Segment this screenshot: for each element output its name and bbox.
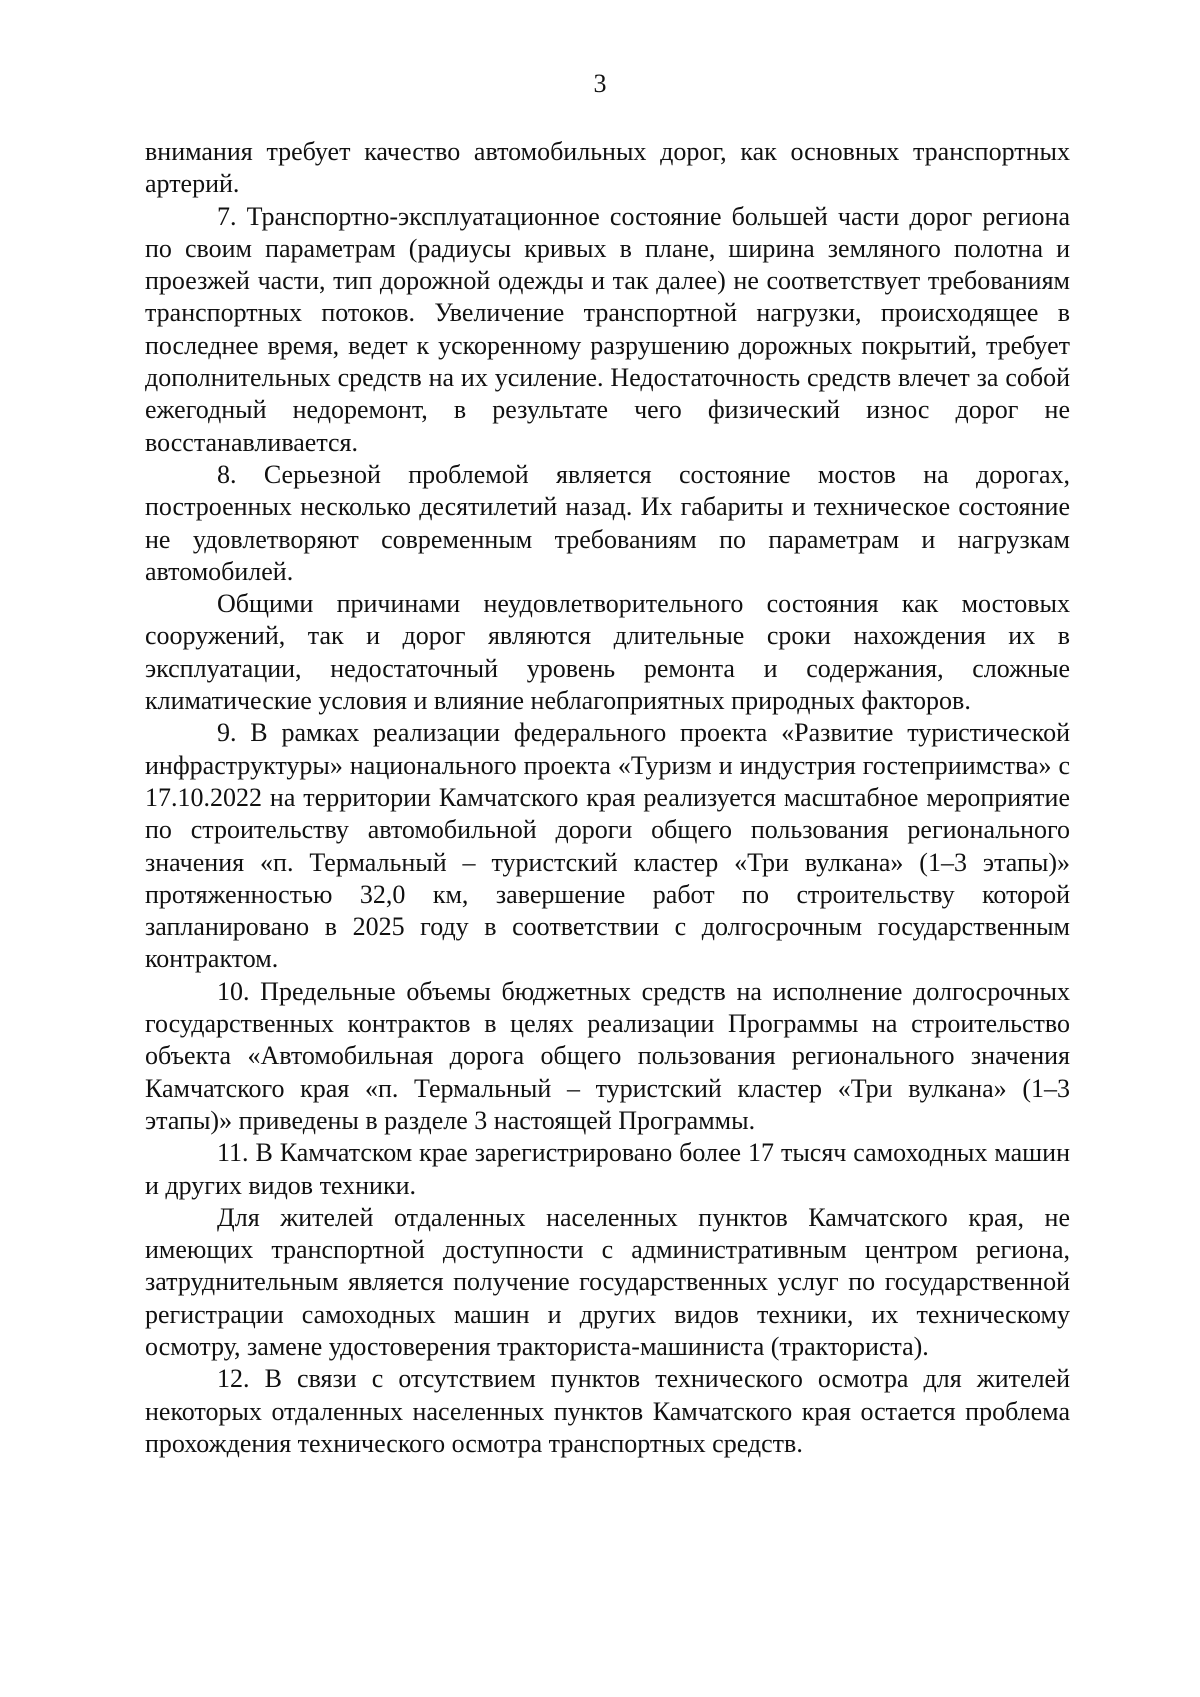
paragraph-item-10: 10. Предельные объемы бюджетных средств на исполнение долгосрочных государственных контрактов в целях реализации Программы на строительство объекта «Автомобильная дорога общего пользования регионального значения Камчатского края «п. Термальный – туристский кластер «Три вулкана» (1–3 этапы)» приведены в разделе 3 настоящей Программы. — [145, 976, 1070, 1135]
paragraph-common-causes: Общими причинами неудовлетворительного состояния как мостовых сооружений, так и дорог являются длительные сроки нахождения их в эксплуатации, недостаточный уровень ремонта и содержания, сложные климатические условия и влияние неблагоприятных природных факторов. — [145, 589, 1070, 716]
paragraph-continuation: внимания требует качество автомобильных дорог, как основных транспортных артерий. — [145, 137, 1070, 199]
document-body — [145, 136, 1070, 1460]
paragraph-item-9: 9. В рамках реализации федерального проекта «Развитие туристической инфраструктуры» национального проекта «Туризм и индустрия гостеприимства» с 17.10.2022 на территории Камчатского края реализуется масштабное мероприятие по строительству автомобильной дороги общего пользования регионального значения «п. Термальный – туристский кластер «Три вулкана» (1–3 этапы)» протяженностью 32,0 км, завершение работ по строительству которой запланировано в 2025 году в соответствии с долгосрочным государственным контрактом. — [145, 718, 1070, 974]
page-number: 3 — [593, 69, 607, 98]
paragraph-item-11: 11. В Камчатском крае зарегистрировано более 17 тысяч самоходных машин и других видов техники. — [145, 1138, 1070, 1200]
paragraph-remote-residents: Для жителей отдаленных населенных пунктов Камчатского края, не имеющих транспортной доступности с административным центром региона, затруднительным является получение государственных услуг по государственной регистрации самоходных машин и других видов техники, их техническому осмотру, замене удостоверения тракториста-машиниста (тракториста). — [145, 1202, 1070, 1361]
paragraph-item-12: 12. В связи с отсутствием пунктов технического осмотра для жителей некоторых отдаленных населенных пунктов Камчатского края остается проблема прохождения технического осмотра транспортных средств. — [145, 1364, 1070, 1458]
paragraph-item-7: 7. Транспортно-эксплуатационное состояние большей части дорог региона по своим параметрам (радиусы кривых в плане, ширина земляного полотна и проезжей части, тип дорожной одежды и так далее) не соответствует требованиям транспортных потоков. Увеличение транспортной нагрузки, происходящее в последнее время, ведет к ускоренному разрушению дорожных покрытий, требует дополнительных средств на их усиление. Недостаточность средств влечет за собой ежегодный недоремонт, в результате чего физический износ дорог не восстанавливается. — [145, 201, 1070, 457]
paragraph-item-8: 8. Серьезной проблемой является состояние мостов на дорогах, построенных несколько десятилетий назад. Их габариты и техническое состояние не удовлетворяют современным требованиям по параметрам и нагрузкам автомобилей. — [145, 459, 1070, 586]
